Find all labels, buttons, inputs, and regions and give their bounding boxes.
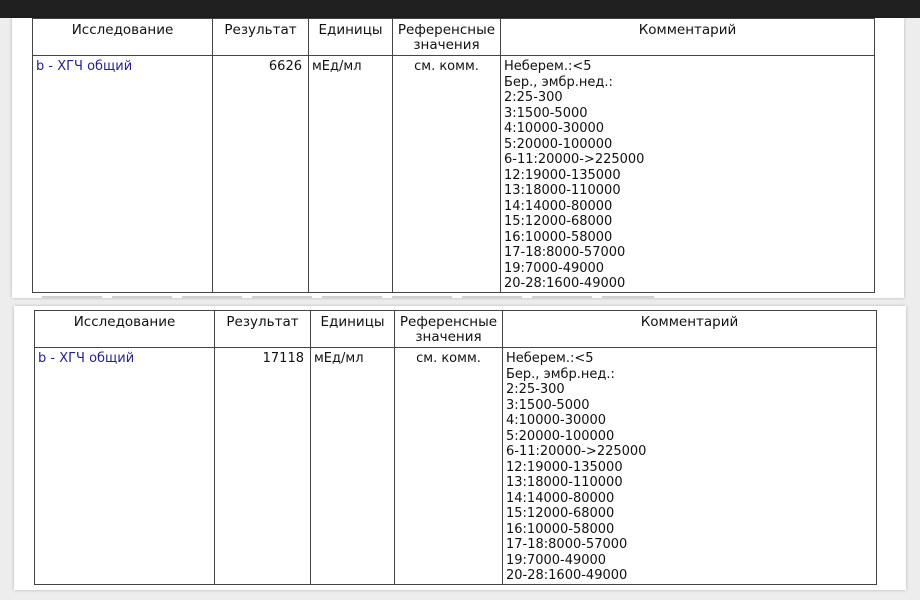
comment-line: 4:10000-30000 [506,413,607,428]
comment-line: 14:14000-80000 [504,198,613,214]
comment-line: Бер., эмбр.нед.: [506,366,615,382]
comment-line: 3:1500-5000 [504,105,588,121]
comment-line: 6-11:20000->225000 [506,444,647,459]
comment-line: 5:20000-100000 [506,428,615,444]
result-value: 6626 [213,56,309,293]
table-header-row [33,19,875,56]
comment-line: 17-18:8000-57000 [504,245,626,260]
units-value: мЕд/мл [309,56,393,293]
comment-cell [503,348,877,585]
comment-line: 19:7000-49000 [504,260,605,276]
header-reference: Референсные значения [395,311,503,348]
header-test: Исследование [35,311,215,348]
comment-line: 2:25-300 [506,382,565,397]
comment-line: 14:14000-80000 [506,490,615,506]
comment-line: 3:1500-5000 [506,397,590,413]
header-comment: Комментарий [503,311,877,348]
comment-line: 20-28:1600-49000 [504,276,626,291]
lab-result-table-2 [34,310,877,585]
table-header-row [35,311,877,348]
comment-line: 4:10000-30000 [504,121,605,136]
header-result: Результат [213,19,309,56]
lab-result-sheet-2 [14,306,906,590]
table-row [35,348,877,585]
lab-result-table-1 [32,18,875,293]
comment-line: 16:10000-58000 [506,521,615,537]
comment-line: 5:20000-100000 [504,136,613,152]
header-units: Единицы [309,19,393,56]
header-test: Исследование [33,19,213,56]
comment-line: 15:12000-68000 [506,506,615,521]
comment-line: 13:18000-110000 [504,183,621,198]
top-bar [0,0,920,18]
comment-line: 13:18000-110000 [506,475,623,490]
header-comment: Комментарий [501,19,875,56]
header-units: Единицы [311,311,395,348]
comment-line: Неберем.:<5 [506,351,594,366]
comment-line: 19:7000-49000 [506,552,607,568]
lab-result-sheet-1 [12,18,904,298]
comment-line: Бер., эмбр.нед.: [504,74,613,90]
comment-line: 12:19000-135000 [504,167,621,183]
comment-line: 6-11:20000->225000 [504,152,645,167]
test-name: b - ХГЧ общий [35,348,215,585]
test-name: b - ХГЧ общий [33,56,213,293]
comment-line: 15:12000-68000 [504,214,613,229]
header-reference: Референсные значения [393,19,501,56]
reference-value: см. комм. [395,348,503,585]
comment-line: 20-28:1600-49000 [506,568,628,583]
table-row [33,56,875,293]
comment-line: Неберем.:<5 [504,59,592,74]
reference-value: см. комм. [393,56,501,293]
comment-line: 17-18:8000-57000 [506,537,628,552]
comment-line: 16:10000-58000 [504,229,613,245]
header-result: Результат [215,311,311,348]
comment-cell [501,56,875,293]
units-value: мЕд/мл [311,348,395,585]
cropped-text-remnant [42,296,654,298]
comment-line: 12:19000-135000 [506,459,623,475]
comment-line: 2:25-300 [504,90,563,105]
result-value: 17118 [215,348,311,585]
